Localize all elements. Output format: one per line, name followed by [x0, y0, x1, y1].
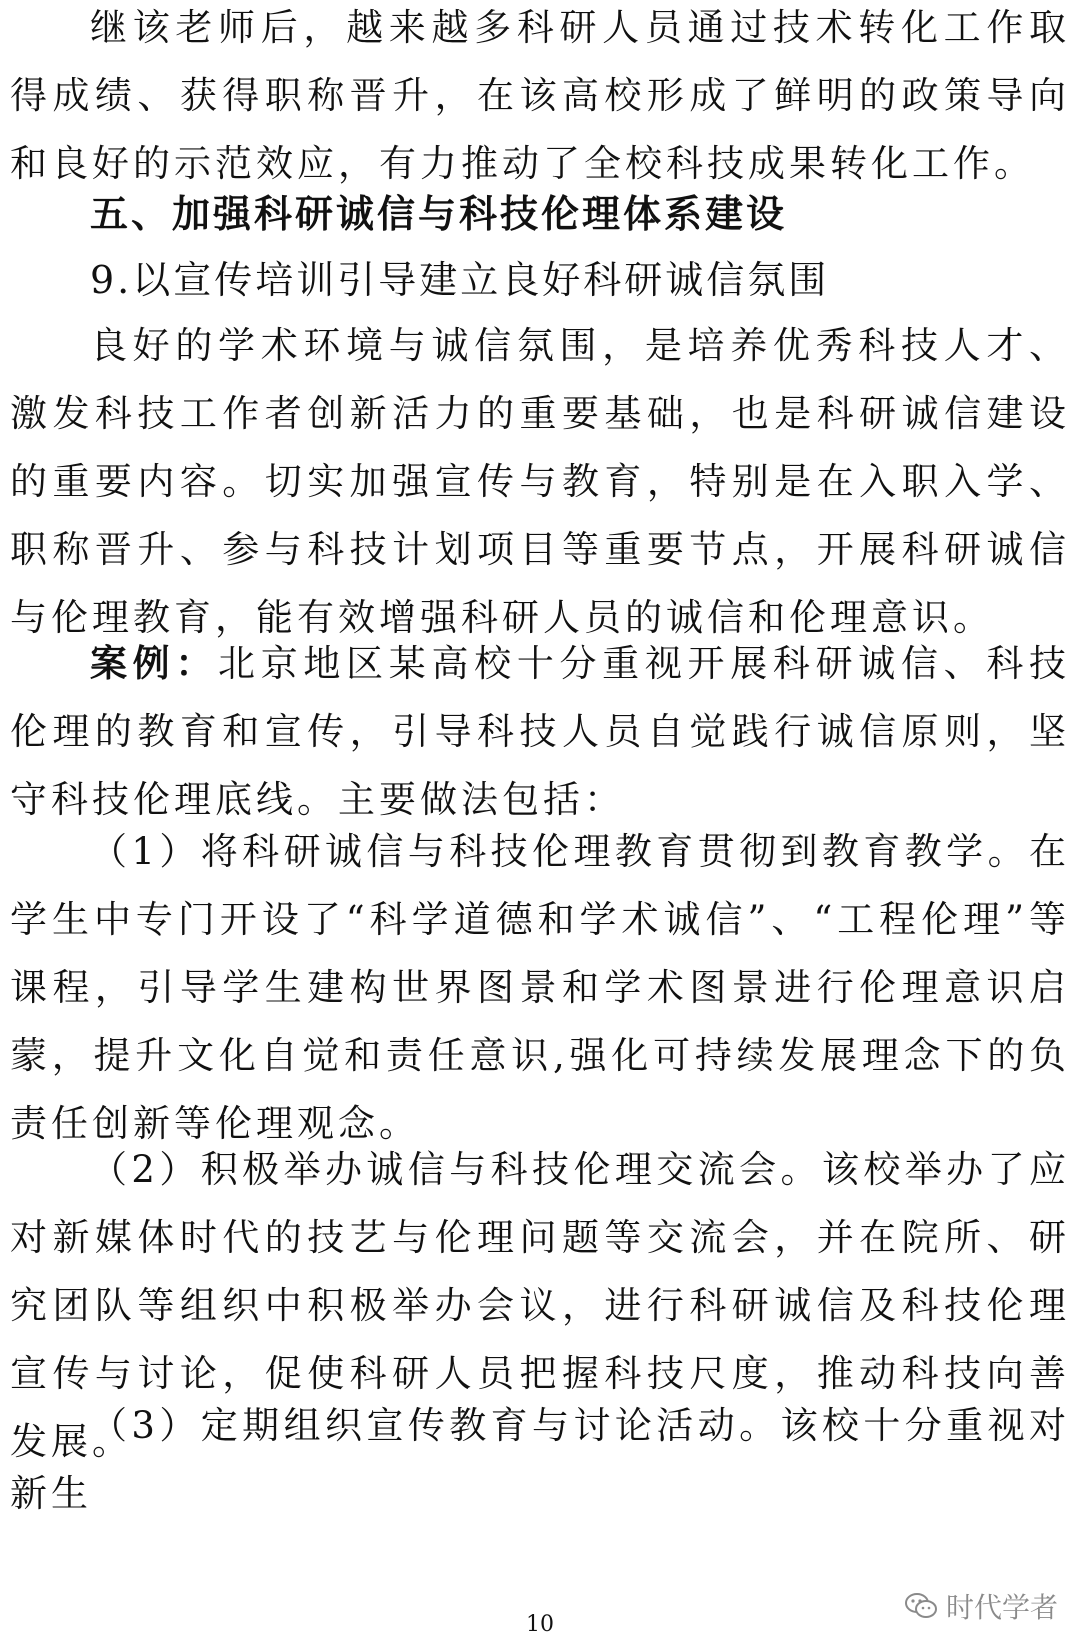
paragraph-case	[10, 630, 1070, 834]
subsection-heading: 9.以宣传培训引导建立良好科研诚信氛围	[90, 258, 830, 302]
case-text: 北京地区某高校十分重视开展科研诚信、科技伦理的教育和宣传，引导科技人员自觉践行诚信原则，坚守科技伦理底线。主要做法包括：	[10, 642, 1071, 821]
list-item-3: （3）定期组织宣传教育与讨论活动。该校十分重视对新生	[10, 1404, 1070, 1515]
paragraph-intro: 继该老师后，越来越多科研人员通过技术转化工作取得成绩、获得职称晋升，在该高校形成了鲜明的政策导向和良好的示范效应，有力推动了全校科技成果转化工作。	[10, 6, 1070, 185]
list-item-2: （2）积极举办诚信与科技伦理交流会。该校举办了应对新媒体时代的技艺与伦理问题等交流会，并在院所、研究团队等组织中积极举办会议，进行科研诚信及科技伦理宣传与讨论，促使科研人员把握科技尺度，推动科技向善发展。	[10, 1148, 1070, 1463]
case-label: 案例：	[90, 642, 219, 685]
watermark-text: 时代学者	[945, 1591, 1058, 1624]
section-heading: 五、加强科研诚信与科技伦理体系建设	[90, 192, 788, 236]
list-item-1: （1）将科研诚信与科技伦理教育贯彻到教育教学。在学生中专门开设了“科学道德和学术诚信”、“工程伦理”等课程，引导学生建构世界图景和学术图景进行伦理意识启蒙，提升文化自觉和责任意识,强化可持续发展理念下的负责任创新等伦理观念。	[10, 830, 1070, 1145]
paragraph-integrity: 良好的学术环境与诚信氛围，是培养优秀科技人才、激发科技工作者创新活力的重要基础，也是科研诚信建设的重要内容。切实加强宣传与教育，特别是在入职入学、职称晋升、参与科技计划项目等重要节点，开展科研诚信与伦理教育，能有效增强科研人员的诚信和伦理意识。	[10, 324, 1070, 639]
page-number: 10	[526, 1612, 554, 1637]
